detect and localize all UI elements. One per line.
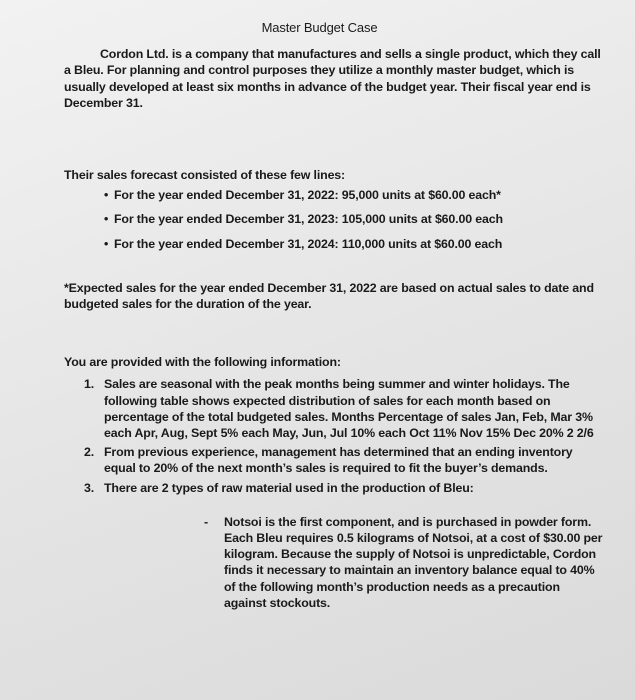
info-item: 3. There are 2 types of raw material used in the production of Bleu: - Notsoi is the first component, and is purchased in powder form. Each Bleu requires 0.5 kilograms of Notsoi, at a cost of $30.00 per kilogram. Because the supply of Notsoi is unpredictable, Cordon finds it necessary to maintain an inventory balance equal to 40% of the following month’s production needs as a precaution against stockouts. bbox=[64, 480, 605, 611]
bullet-icon: • bbox=[104, 212, 109, 227]
document-title: Master Budget Case bbox=[261, 20, 378, 35]
info-heading: You are provided with the following information: bbox=[64, 355, 341, 370]
bullet-icon: • bbox=[104, 236, 109, 251]
info-item: 1. Sales are seasonal with the peak months being summer and winter holidays. The following table shows expected distribution of sales for each month based on percentage of the total budgeted sales. Months Percentage of sales Jan, Feb, Mar 3% each Apr, Aug, Sept 5% each May, Jun, Jul 10% each Oct 11% Nov 15% Dec 20% 2 2/6 bbox=[84, 377, 594, 441]
material-item: - Notsoi is the first component, and is purchased in powder form. Each Bleu requires 0.5 kilograms of Notsoi, at a cost of $30.00 per kilogram. Because the supply of Notsoi is unpredictable, Cordon finds it necessary to maintain an inventory balance equal to 40% of the following month’s production needs as a precaution against stockouts. bbox=[204, 514, 603, 610]
footnote: *Expected sales for the year ended December 31, 2022 are based on actual sales to date and budgeted sales for the duration of the year. bbox=[64, 280, 594, 312]
dash-bullet-icon: - bbox=[204, 514, 208, 529]
info-item: 2. From previous experience, management has determined that an ending inventory equal to 20% of the next month’s sales is required to fit the buyer’s demands. bbox=[84, 445, 573, 476]
forecast-item: • For the year ended December 31, 2023: 105,000 units at $60.00 each bbox=[104, 212, 503, 227]
forecast-heading: Their sales forecast consisted of these few lines: bbox=[64, 168, 346, 183]
material-sublist bbox=[104, 514, 605, 611]
info-list bbox=[64, 376, 605, 611]
forecast-item: • For the year ended December 31, 2024: 110,000 units at $60.00 each bbox=[104, 236, 503, 251]
forecast-item: • For the year ended December 31, 2022: 95,000 units at $60.00 each* bbox=[104, 188, 501, 203]
intro-paragraph: Cordon Ltd. is a company that manufactures and sells a single product, which they call a Bleu. For planning and control purposes they utilize a monthly master budget, which is usually developed at least six months in advance of the budget year. Their fiscal year end is December 31. bbox=[64, 47, 601, 110]
forecast-list bbox=[64, 187, 605, 252]
bullet-icon: • bbox=[104, 188, 109, 203]
